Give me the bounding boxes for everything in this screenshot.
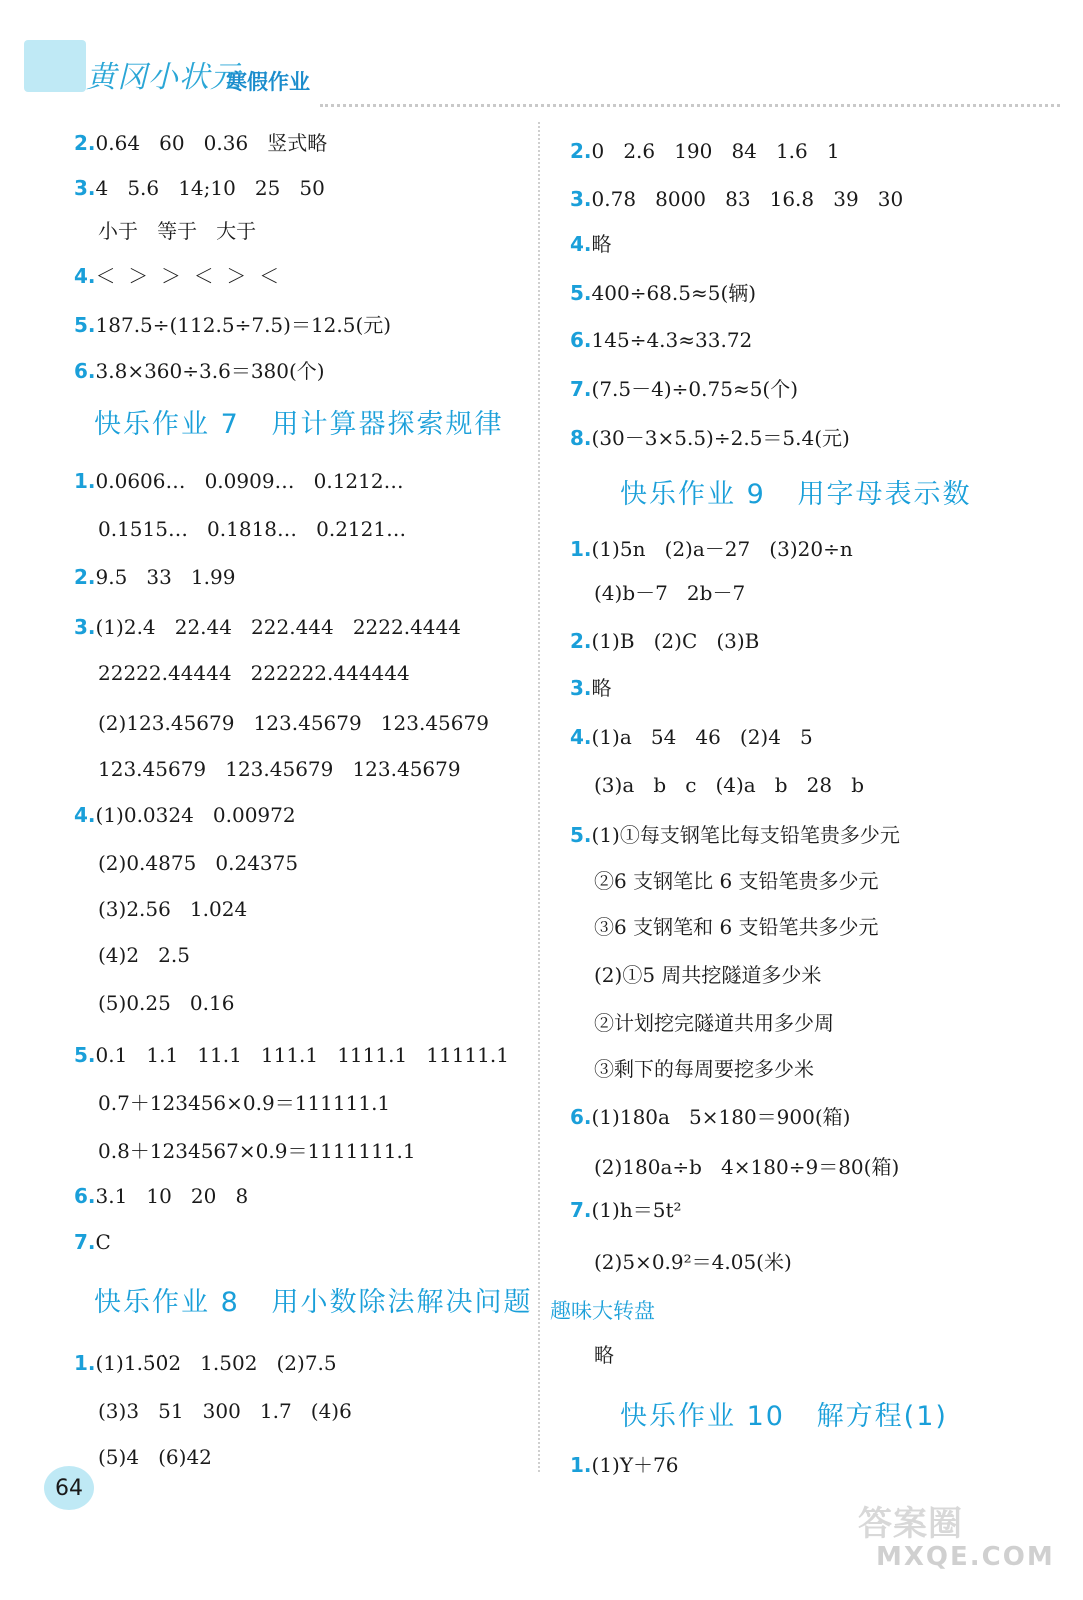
left-answer-text: (4)2 2.5 bbox=[98, 943, 190, 967]
left-answer-text: 4 5.6 14;10 25 50 bbox=[95, 176, 325, 200]
right-answer-text: (1)Y＋76 bbox=[591, 1453, 679, 1477]
right-answer-text: ③剩下的每周要挖多少米 bbox=[594, 1057, 814, 1081]
right-answer-text: 略 bbox=[591, 676, 612, 700]
right-answer-line bbox=[594, 1249, 792, 1275]
left-question-number: 6. bbox=[74, 359, 96, 383]
left-answer-line bbox=[98, 1138, 416, 1164]
header-band bbox=[24, 40, 86, 92]
left-answer-line bbox=[98, 1444, 212, 1470]
left-answer-line bbox=[74, 564, 235, 590]
right-section-heading: 快乐作业 10 解方程(1) bbox=[620, 1401, 948, 1432]
left-answer-line bbox=[98, 850, 298, 876]
right-answer-text: ②计划挖完隧道共用多少周 bbox=[594, 1011, 834, 1035]
right-answer-line bbox=[594, 962, 821, 988]
right-section-heading: 快乐作业 9 用字母表示数 bbox=[620, 479, 972, 510]
book-logo: 黄冈小状元 bbox=[86, 60, 241, 95]
left-answer-text: (2)0.4875 0.24375 bbox=[98, 851, 299, 875]
left-answer-line bbox=[74, 130, 327, 156]
left-answer-text: 22222.44444 222222.444444 bbox=[98, 661, 410, 685]
left-answer-text: C bbox=[95, 1230, 111, 1254]
left-question-number: 7. bbox=[74, 1230, 96, 1254]
left-answer-text: 小于 等于 大于 bbox=[98, 219, 257, 243]
right-answer-line bbox=[570, 280, 756, 306]
left-answer-text: 0.64 60 0.36 竖式略 bbox=[95, 131, 328, 155]
right-question-number: 6. bbox=[570, 1105, 592, 1129]
left-answer-line bbox=[74, 1042, 509, 1068]
left-question-number: 5. bbox=[74, 313, 96, 337]
right-question-number: 6. bbox=[570, 328, 592, 352]
left-answer-text: 123.45679 123.45679 123.45679 bbox=[98, 757, 461, 781]
watermark-url: MXQE.COM bbox=[876, 1542, 1055, 1572]
right-answer-line bbox=[594, 772, 864, 798]
right-question-number: 7. bbox=[570, 1198, 592, 1222]
left-question-number: 4. bbox=[74, 803, 96, 827]
page-number: 64 bbox=[44, 1466, 94, 1510]
right-question-number: 3. bbox=[570, 676, 592, 700]
left-answer-text: 0.7＋123456×0.9＝111111.1 bbox=[98, 1091, 391, 1115]
right-answer-text: ③6 支钢笔和 6 支铅笔共多少元 bbox=[594, 915, 879, 939]
left-question-number: 6. bbox=[74, 1184, 96, 1208]
right-answer-line bbox=[594, 1056, 814, 1082]
left-answer-line bbox=[74, 1183, 248, 1209]
right-answer-text: (1)5n (2)a－27 (3)20÷n bbox=[591, 537, 853, 561]
left-question-number: 1. bbox=[74, 1351, 96, 1375]
right-answer-line bbox=[570, 724, 813, 750]
right-question-number: 4. bbox=[570, 725, 592, 749]
right-answer-line bbox=[570, 376, 798, 402]
right-answer-text: (1)180a 5×180＝900(箱) bbox=[591, 1105, 851, 1129]
left-answer-line bbox=[74, 175, 325, 201]
right-answer-text: (4)b－7 2b－7 bbox=[594, 581, 746, 605]
left-answer-line bbox=[98, 218, 256, 244]
right-answer-text: 145÷4.3≈33.72 bbox=[591, 328, 753, 352]
right-answer-line bbox=[570, 138, 840, 164]
right-answer-line bbox=[570, 1452, 679, 1478]
left-answer-text: 187.5÷(112.5÷7.5)＝12.5(元) bbox=[95, 313, 392, 337]
right-answer-text: (1)h＝5t² bbox=[591, 1198, 682, 1222]
right-answer-text: (7.5－4)÷0.75≈5(个) bbox=[591, 377, 799, 401]
right-question-number: 1. bbox=[570, 537, 592, 561]
left-answer-line bbox=[98, 896, 247, 922]
left-section-heading: 快乐作业 7 用计算器探索规律 bbox=[94, 409, 504, 440]
left-answer-line bbox=[74, 614, 461, 640]
right-fun-heading: 趣味大转盘 bbox=[550, 1299, 655, 1323]
left-answer-line bbox=[74, 358, 325, 384]
left-answer-text: 0.1515… 0.1818… 0.2121… bbox=[98, 517, 407, 541]
right-answer-text: 0 2.6 190 84 1.6 1 bbox=[591, 139, 840, 163]
left-answer-text: 0.8＋1234567×0.9＝1111111.1 bbox=[98, 1139, 416, 1163]
left-question-number: 3. bbox=[74, 176, 96, 200]
left-answer-text: (5)4 (6)42 bbox=[98, 1445, 212, 1469]
right-question-number: 5. bbox=[570, 281, 592, 305]
left-answer-text: ＜ ＞ ＞ ＜ ＞ ＜ bbox=[95, 264, 280, 288]
column-divider bbox=[538, 122, 540, 1472]
left-answer-line bbox=[98, 516, 406, 542]
left-answer-text: 0.0606… 0.0909… 0.1212… bbox=[95, 469, 404, 493]
left-question-number: 5. bbox=[74, 1043, 96, 1067]
right-question-number: 8. bbox=[570, 426, 592, 450]
right-answer-line bbox=[594, 580, 745, 606]
left-question-number: 3. bbox=[74, 615, 96, 639]
left-answer-line bbox=[98, 660, 410, 686]
left-answer-text: (3)2.56 1.024 bbox=[98, 897, 248, 921]
right-answer-line bbox=[570, 628, 759, 654]
right-answer-line bbox=[594, 1154, 899, 1180]
left-answer-text: (1)1.5̇0̇2 1.502 (2)7.5 bbox=[95, 1351, 337, 1375]
left-question-number: 1. bbox=[74, 469, 96, 493]
watermark-logo: 答案圈 bbox=[858, 1504, 963, 1544]
right-answer-line bbox=[594, 1342, 614, 1368]
right-question-number: 5. bbox=[570, 823, 592, 847]
header-divider bbox=[320, 104, 1060, 107]
right-answer-line bbox=[594, 914, 879, 940]
left-answer-text: 3.8×360÷3.6＝380(个) bbox=[95, 359, 325, 383]
right-answer-text: (30－3×5.5)÷2.5＝5.4(元) bbox=[591, 426, 850, 450]
right-answer-text: 400÷68.5≈5(辆) bbox=[591, 281, 757, 305]
right-answer-line bbox=[570, 425, 850, 451]
right-answer-line bbox=[570, 327, 752, 353]
left-answer-text: 3.1 10 20 8 bbox=[95, 1184, 249, 1208]
left-answer-line bbox=[74, 1229, 111, 1255]
right-question-number: 1. bbox=[570, 1453, 592, 1477]
left-answer-line bbox=[98, 990, 234, 1016]
left-answer-line bbox=[98, 756, 461, 782]
left-answer-line bbox=[98, 710, 489, 736]
left-answer-line bbox=[74, 1350, 337, 1376]
right-question-number: 7. bbox=[570, 377, 592, 401]
left-answer-text: (1)2.4 22.44 222.444 2222.4444 bbox=[95, 615, 461, 639]
left-answer-line bbox=[74, 312, 391, 338]
left-question-number: 2. bbox=[74, 565, 96, 589]
left-answer-text: (1)0.0324 0.00972 bbox=[95, 803, 296, 827]
left-answer-line bbox=[98, 1090, 390, 1116]
left-section-heading: 快乐作业 8 用小数除法解决问题 bbox=[94, 1287, 533, 1318]
left-question-number: 4. bbox=[74, 264, 96, 288]
right-answer-text: (1)a 54 46 (2)4 5 bbox=[591, 725, 813, 749]
right-answer-line bbox=[570, 186, 903, 212]
right-answer-text: (1)B (2)C (3)B bbox=[591, 629, 760, 653]
right-answer-text: (3)a b c (4)a b 28 b bbox=[594, 773, 864, 797]
right-answer-line bbox=[594, 868, 879, 894]
right-answer-line bbox=[594, 1010, 834, 1036]
right-answer-text: ②6 支钢笔比 6 支铅笔贵多少元 bbox=[594, 869, 879, 893]
left-answer-text: (2)123.45679 123.45679 123.45679 bbox=[98, 711, 489, 735]
right-question-number: 2. bbox=[570, 139, 592, 163]
right-answer-line bbox=[570, 675, 612, 701]
right-question-number: 4. bbox=[570, 232, 592, 256]
left-answer-line bbox=[98, 1398, 352, 1424]
right-answer-line bbox=[570, 231, 612, 257]
right-answer-line bbox=[570, 822, 900, 848]
left-answer-line bbox=[74, 802, 296, 828]
left-answer-line bbox=[74, 468, 404, 494]
right-question-number: 2. bbox=[570, 629, 592, 653]
left-answer-line bbox=[98, 942, 190, 968]
right-answer-line bbox=[570, 536, 853, 562]
right-answer-text: 略 bbox=[594, 1343, 614, 1367]
left-answer-text: 9.5 33 1.99 bbox=[95, 565, 236, 589]
right-answer-text: 略 bbox=[591, 232, 612, 256]
left-answer-text: (3)3 51 300 1.7 (4)6 bbox=[98, 1399, 352, 1423]
left-answer-text: (5)0.25 0.16 bbox=[98, 991, 235, 1015]
right-question-number: 3. bbox=[570, 187, 592, 211]
right-answer-text: (2)①5 周共挖隧道多少米 bbox=[594, 963, 822, 987]
left-answer-text: 0.1 1.1 11.1 111.1 1111.1 11111.1 bbox=[95, 1043, 509, 1067]
right-answer-text: (1)①每支钢笔比每支铅笔贵多少元 bbox=[591, 823, 900, 847]
book-subtitle: 寒假作业 bbox=[226, 70, 310, 94]
right-answer-text: (2)180a÷b 4×180÷9＝80(箱) bbox=[594, 1155, 900, 1179]
left-answer-line bbox=[74, 263, 279, 289]
right-answer-text: 0.78 8000 83 16.8 39 30 bbox=[591, 187, 904, 211]
right-answer-text: (2)5×0.9²＝4.05(米) bbox=[594, 1250, 792, 1274]
left-question-number: 2. bbox=[74, 131, 96, 155]
right-answer-line bbox=[570, 1197, 682, 1223]
right-answer-line bbox=[570, 1104, 850, 1130]
